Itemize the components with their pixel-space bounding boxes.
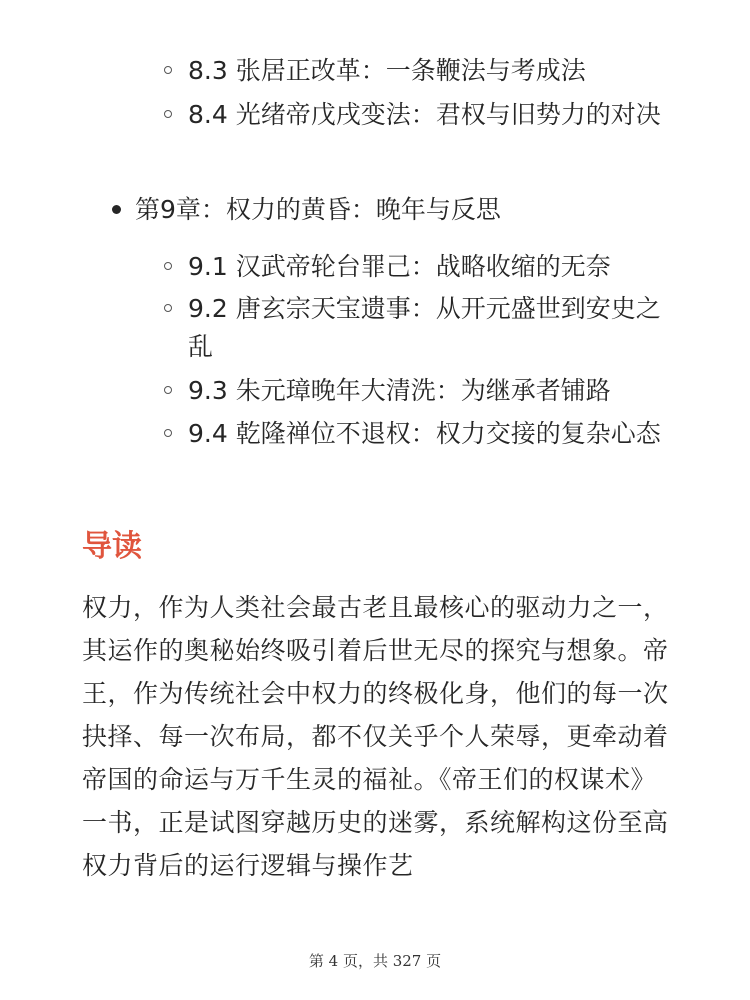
page-number-footer: 第 4 页，共 327 页 xyxy=(308,952,442,970)
toc-item-9-3[interactable]: 9.3 朱元璋晚年大清洗：为继承者铺路 xyxy=(188,372,678,410)
toc-chapter-9[interactable]: 第9章：权力的黄昏：晚年与反思 xyxy=(135,191,655,229)
toc-item-8-3[interactable]: 8.3 张居正改革：一条鞭法与考成法 xyxy=(188,52,678,90)
toc-item-9-4[interactable]: 9.4 乾隆禅位不退权：权力交接的复杂心态 xyxy=(188,415,678,453)
toc-item-9-2[interactable]: 9.2 唐玄宗天宝遗事：从开元盛世到安史之乱 xyxy=(188,290,678,366)
toc-item-9-1[interactable]: 9.1 汉武帝轮台罪己：战略收缩的无奈 xyxy=(188,248,678,286)
toc-item-8-4[interactable]: 8.4 光绪帝戊戌变法：君权与旧势力的对决 xyxy=(188,96,678,134)
section-heading-intro: 导读 xyxy=(82,529,142,564)
intro-paragraph: 权力，作为人类社会最古老且最核心的驱动力之一，其运作的奥秘始终吸引着后世无尽的探究与想象。帝王，作为传统社会中权力的终极化身，他们的每一次抉择、每一次布局，都不仅关乎个人荣辱，更牵动着帝国的命运与万千生灵的福祉。《帝王们的权谋术》一书，正是试图穿越历史的迷雾，系统解构这份至高权力背后的运行逻辑与操作艺 xyxy=(82,593,669,880)
